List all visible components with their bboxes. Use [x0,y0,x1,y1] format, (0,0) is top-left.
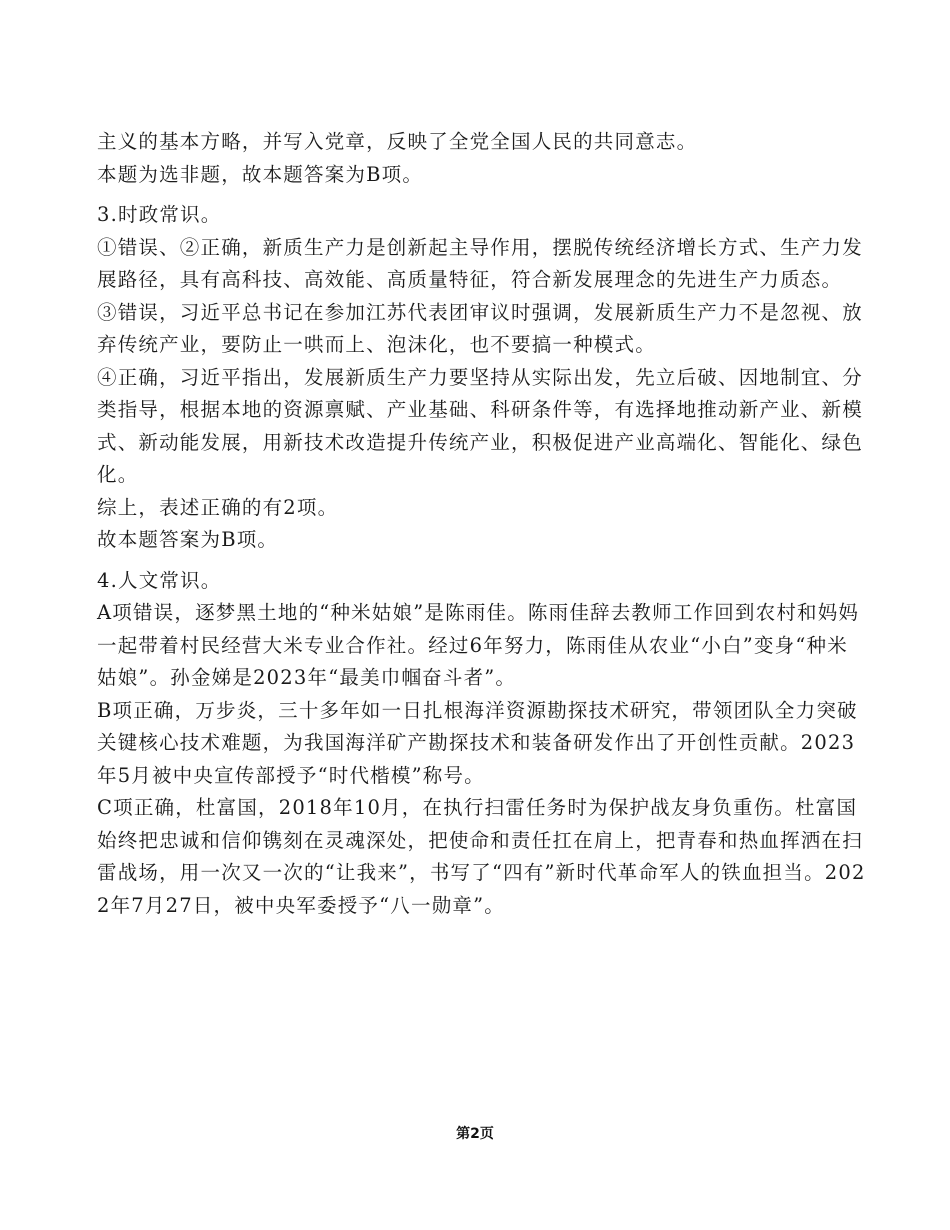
paragraph-q4-option-a: A项错误，逐梦黑土地的“种米姑娘”是陈雨佳。陈雨佳辞去教师工作回到农村和妈妈一起带着村民经营大米专业合作社。经过6年努力，陈雨佳从农业“小白”变身“种米姑娘”。孙金娣是2023年“最美巾帼奋斗者”。 [97,601,860,689]
paragraph-continuation: 主义的基本方略，并写入党章，反映了全党全国人民的共同意志。 [97,130,698,153]
paragraph-q4-option-b: B项正确，万步炎，三十多年如一日扎根海洋资源勘探技术研究，带领团队全力突破关键核心技术难题，为我国海洋矿产勘探技术和装备研发作出了开创性贡献。2023年5月被中央宣传部授予“时代楷模”称号。 [97,698,858,787]
paragraph-q3-item-3: ③错误，习近平总书记在参加江苏代表团审议时强调，发展新质生产力不是忽视、放弃传统产业，要防止一哄而上、泡沫化，也不要搞一种模式。 [97,300,863,356]
paragraph-answer-q3: 故本题答案为B项。 [97,528,279,551]
paragraph-q3-summary: 综上，表述正确的有2项。 [97,495,339,519]
paragraph-answer-q2: 本题为选非题，故本题答案为B项。 [97,162,424,186]
paragraph-q4-option-c: C项正确，杜富国，2018年10月，在执行扫雷任务时为保护战友身负重伤。杜富国始终把忠诚和信仰镌刻在灵魂深处，把使命和责任扛在肩上，把青春和热血挥洒在扫雷战场，用一次又一次的“让我来”，书写了“四有”新时代革命军人的铁血担当。2022年7月27日，被中央军委授予“八一勋章”。 [97,796,866,917]
document-body [97,126,867,922]
section-heading-q4: 4.人文常识。 [97,568,222,592]
section-heading-q3: 3.时政常识。 [97,203,222,226]
paragraph-q3-item-1-2: ①错误、②正确，新质生产力是创新起主导作用，摆脱传统经济增长方式、生产力发展路径，具有高科技、高效能、高质量特征，符合新发展理念的先进生产力质态。 [97,235,863,291]
paragraph-q3-item-4: ④正确，习近平指出，发展新质生产力要坚持从实际出发，先立后破、因地制宜、分类指导，根据本地的资源禀赋、产业基础、科研条件等，有选择地推动新产业、新模式、新动能发展，用新技术改造提升传统产业，积极促进产业高端化、智能化、绿色化。 [97,365,863,486]
page-number: 第2页 [456,1126,494,1142]
